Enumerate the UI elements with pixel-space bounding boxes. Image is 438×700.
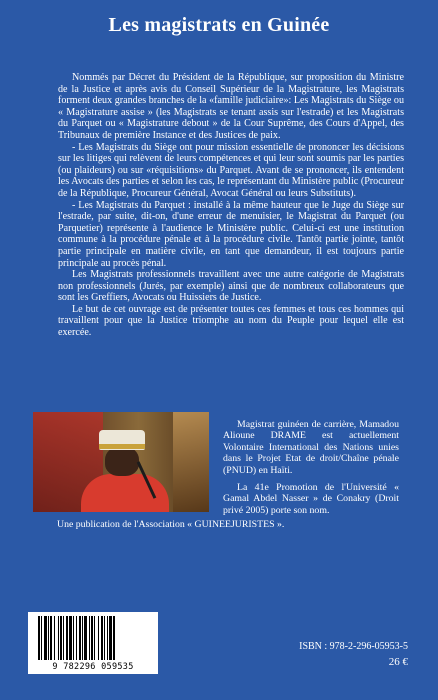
author-bio-career: Magistrat guinéen de carrière, Mamadou Alioune DRAME est actuellement Volontaire International des Nations unies dans le Projet Etat de droit/Chaîne pénale (PNUD) en Haïti. xyxy=(223,419,399,476)
paragraph-collaborateurs: Les Magistrats professionnels travaillent avec une autre catégorie de Magistrats non professionnels (Jurés, par exemple) ainsi que de nombreux collaborateurs que sont les Greffiers, Avocats ou Huissiers de Justice. xyxy=(58,269,404,304)
author-bio xyxy=(223,419,399,522)
price: 26 € xyxy=(388,656,408,668)
barcode xyxy=(28,612,158,674)
isbn: ISBN : 978-2-296-05953-5 xyxy=(299,641,408,652)
publication-note: Une publication de l'Association « GUINEEJURISTES ». xyxy=(57,519,285,530)
book-title: Les magistrats en Guinée xyxy=(108,14,330,36)
author-bio-promotion: La 41e Promotion de l'Université « Gamal Abdel Nasser » de Conakry (Droit privé 2005) porte son nom. xyxy=(223,482,399,516)
barcode-bars xyxy=(38,616,148,660)
barcode-number: 9 782296 059535 xyxy=(52,662,134,672)
paragraph-intro: Nommés par Décret du Président de la République, sur proposition du Ministre de la Justice et après avis du Conseil Supérieur de la Magistrature, les Magistrats forment deux grandes branches de la «famille judiciaire»: Les Magistrats du Siège ou « Magistrature assise » (les Magistrats se tenant assis sur l'estrade) et les Magistrats du Parquet ou « Magistrature debout » de la Cour Suprême, des Cours d'Appel, des Tribunaux de première Instance et des Justices de paix. xyxy=(58,72,404,141)
paragraph-parquet: - Les Magistrats du Parquet : installé à la même hauteur que le Juge du Siège sur l'estrade, par suite, dit-on, d'une erreur de menuisier, le Magistrat du Parquet (ou Parquetier) représente à l'audience le Ministère public. Celui-ci est une institution commune à la procédure pénale et à la procédure civile. Tantôt partie jointe, tantôt partie principale en matière civile, en tant que demandeur, il est toujours partie principale au procès pénal. xyxy=(58,199,404,269)
author-photo xyxy=(33,412,209,512)
paragraph-but: Le but de cet ouvrage est de présenter toutes ces femmes et tous ces hommes qui travaillent pour que la Justice triomphe au nom du Peuple pour lequel elle est exercée. xyxy=(58,303,404,339)
paragraph-siege: - Les Magistrats du Siège ont pour mission essentielle de prononcer les décisions sur les litiges qui relèvent de leurs compétences et qui leur sont soumis par les parties (ou plaideurs) ou sur «réquisitions» du Parquet. Avant de se prononcer, ils entendent les Avocats des parties et selon les cas, le représentant du Ministère public (Procureur de la République, Procureur Général, Avocat Général ou leurs Substituts). xyxy=(58,141,404,199)
back-cover-blurb xyxy=(58,72,404,339)
